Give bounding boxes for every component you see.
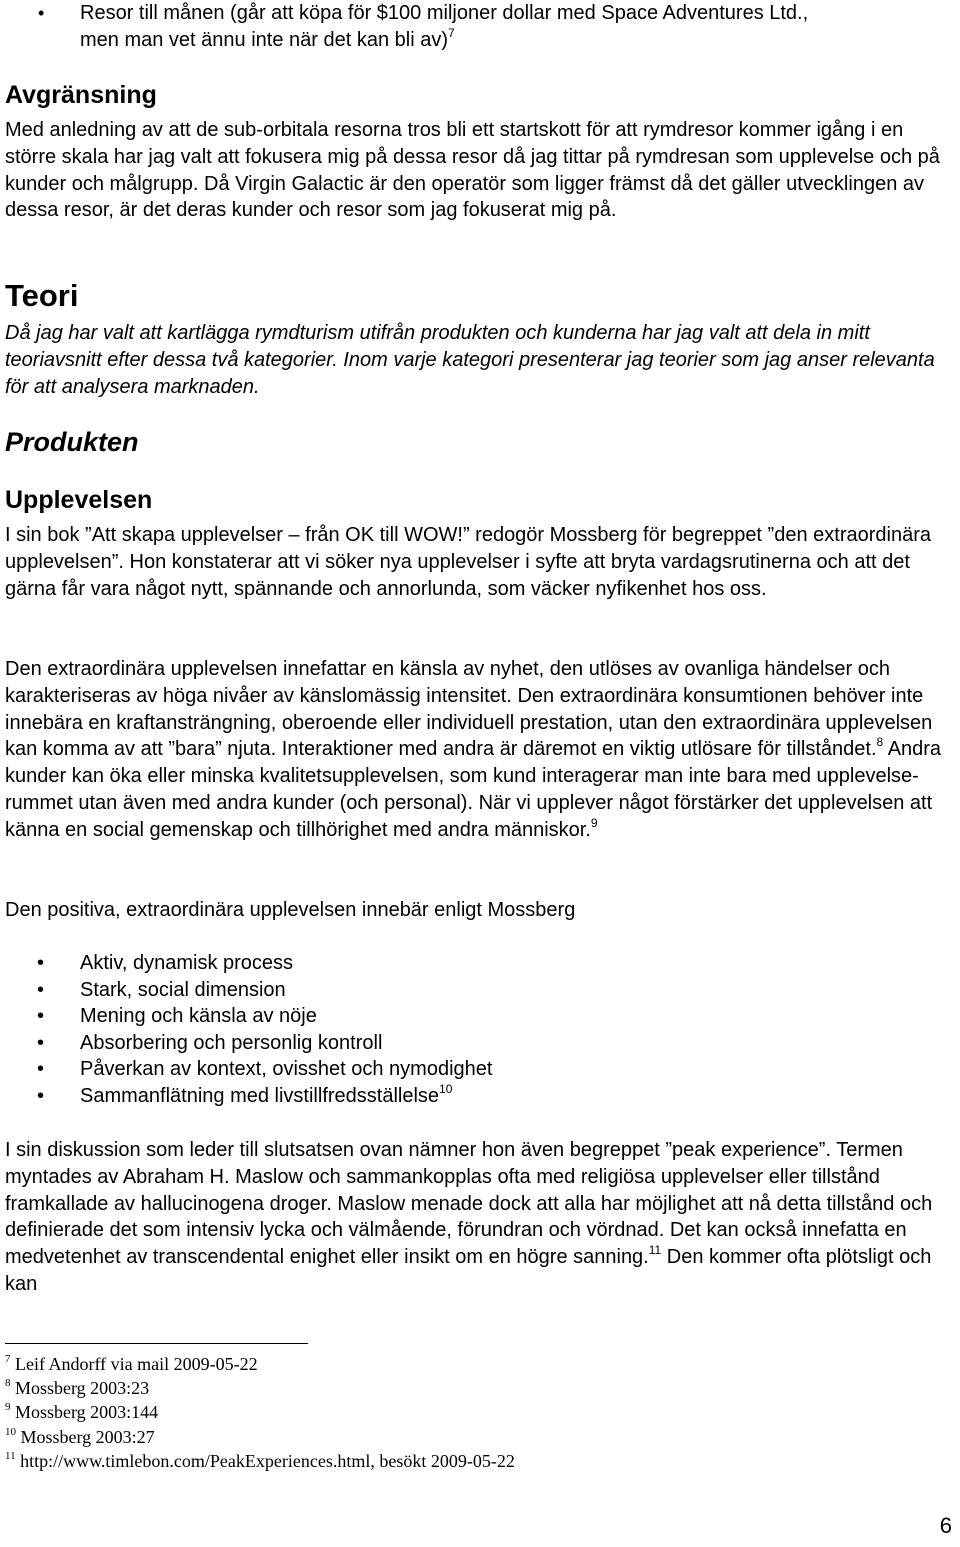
footnote [5,1425,905,1449]
footnote-number: 11 [5,1449,16,1462]
list-item [0,1003,960,1030]
footnote-ref: 10 [439,1081,453,1096]
footnote-text: Mossberg 2003:27 [20,1426,155,1447]
list-item [0,977,960,1004]
list-item [0,1030,960,1057]
list-item [0,1056,960,1083]
footnote-text: http://www.timlebon.com/PeakExperiences.html, besökt 2009-05-22 [20,1450,515,1471]
footnote [5,1400,905,1424]
paragraph-text: Andra kunder kan öka eller minska kvalitetsupplevelsen, som kund interagerar man inte bara med upplevelse-rummet utan även med andra kunder (och personal). När vi upplever något förstärker det upplevelsen att känna en social gemenskap och tillhörighet med andra människor. [5,738,942,841]
list-item-text: Absorbering och personlig kontroll [80,1031,383,1054]
bullet-icon: • [37,978,45,1001]
list-item-text: Aktiv, dynamisk process [80,952,294,974]
list-item [0,950,960,977]
footnote [5,1449,905,1473]
footnote-separator [5,1343,308,1344]
paragraph [5,1137,957,1298]
footnote-number: 8 [5,1377,11,1390]
footnote-number: 9 [5,1401,11,1414]
page-number: 6 [939,1513,952,1538]
section-heading-produkten: Produkten [5,427,139,457]
paragraph-text: Den extraordinära upplevelsen innefattar en känsla av nyhet, den utlöses av ovanliga händelser och karakteriseras av höga nivåer av känslomässig intensitet. Den extraordinära konsumtionen behöver inte innebära en kraftansträngning, oberoende eller individuell prestation, utan den extraordinära upplevelsen kan komma av att ”bara” njuta. Interaktioner med andra är däremot en viktig utlösare för tillståndet. [5,658,933,761]
list-item-text: Sammanflätning med livstillfredsställelse [80,1084,440,1107]
paragraph [5,656,950,844]
paragraph: I sin bok ”Att skapa upplevelser – från OK till WOW!” redogör Mossberg för begreppet ”den extraordinära upplevelsen”. Hon konstaterar att vi söker nya upplevelser i syfte att bryta vardagsrutinerna och att det gärna får vara något nytt, spännande och annorlunda, som väcker nyfikenhet hos oss. [5,524,931,600]
bullet-icon: • [37,1084,45,1107]
list-item-text: Stark, social dimension [80,978,286,1001]
section-heading-teori: Teori [5,278,79,313]
section-heading-upplevelsen: Upplevelsen [5,486,153,514]
footnote [5,1352,905,1376]
list-item-text: Påverkan av kontext, ovisshet och nymodighet [80,1058,493,1080]
footnote-text: Mossberg 2003:144 [15,1402,159,1423]
list-item [0,1083,960,1110]
section-heading-avgransning: Avgränsning [5,81,157,109]
footnote-number: 7 [5,1353,11,1365]
paragraph-text: Den kommer ofta plötsligt och kan [5,1246,932,1295]
footnotes [5,1352,905,1473]
footnote-ref: 8 [876,735,884,750]
bullet-list [0,950,960,1109]
bullet-icon: • [37,1031,45,1054]
footnote-text: Mossberg 2003:23 [15,1378,150,1399]
list-item-line: Resor till månen (går att köpa för $100 miljoner dollar med Space Adventures Ltd., [80,2,809,24]
list-item-line: men man vet ännu inte när det kan bli av) [80,28,448,51]
bullet-icon: • [38,3,45,23]
paragraph: Den positiva, extraordinära upplevelsen innebär enligt Mossberg [5,899,576,921]
bullet-icon: • [37,1005,45,1027]
footnote-number: 10 [5,1425,16,1438]
paragraph: Då jag har valt att kartlägga rymdturism utifrån produkten och kunderna har jag valt att dela in mitt teoriavsnitt efter dessa två kategorier. Inom varje kategori presenterar jag teorier som jag anser relevanta för att analysera marknaden. [5,322,935,398]
footnote-ref: 11 [648,1243,662,1258]
list-item-text: Mening och känsla av nöje [80,1005,317,1027]
bullet-icon: • [37,1058,45,1080]
paragraph-text: I sin diskussion som leder till slutsatsen ovan nämner hon även begreppet ”peak experience”. Termen myntades av Abraham H. Maslow och sammankopplas ofta med religiösa upplevelser eller tillstånd framkallade av hallucinogena droger. Maslow menade dock att alla har möjlighet att nå detta tillstånd och definierade det som intensiv lycka och välmående, förundran och vördnad. Det kan också innefatta en medvetenhet av transcendental enighet eller insikt om en högre sanning. [5,1139,933,1269]
list-item [0,0,960,54]
footnote-ref: 9 [590,815,598,830]
bullet-icon: • [37,952,45,974]
footnote-ref: 7 [448,25,455,40]
footnote-text: Leif Andorff via mail 2009-05-22 [15,1354,258,1374]
footnote [5,1376,905,1400]
paragraph: Med anledning av att de sub-orbitala resorna tros bli ett startskott för att rymdresor kommer igång i en större skala har jag valt att fokusera mig på dessa resor då jag tittar på rymdresan som upplevelse och på kunder och målgrupp. Då Virgin Galactic är den operatör som ligger främst då det gäller utvecklingen av dessa resor, är det deras kunder och resor som jag fokuserat mig på. [5,119,940,222]
